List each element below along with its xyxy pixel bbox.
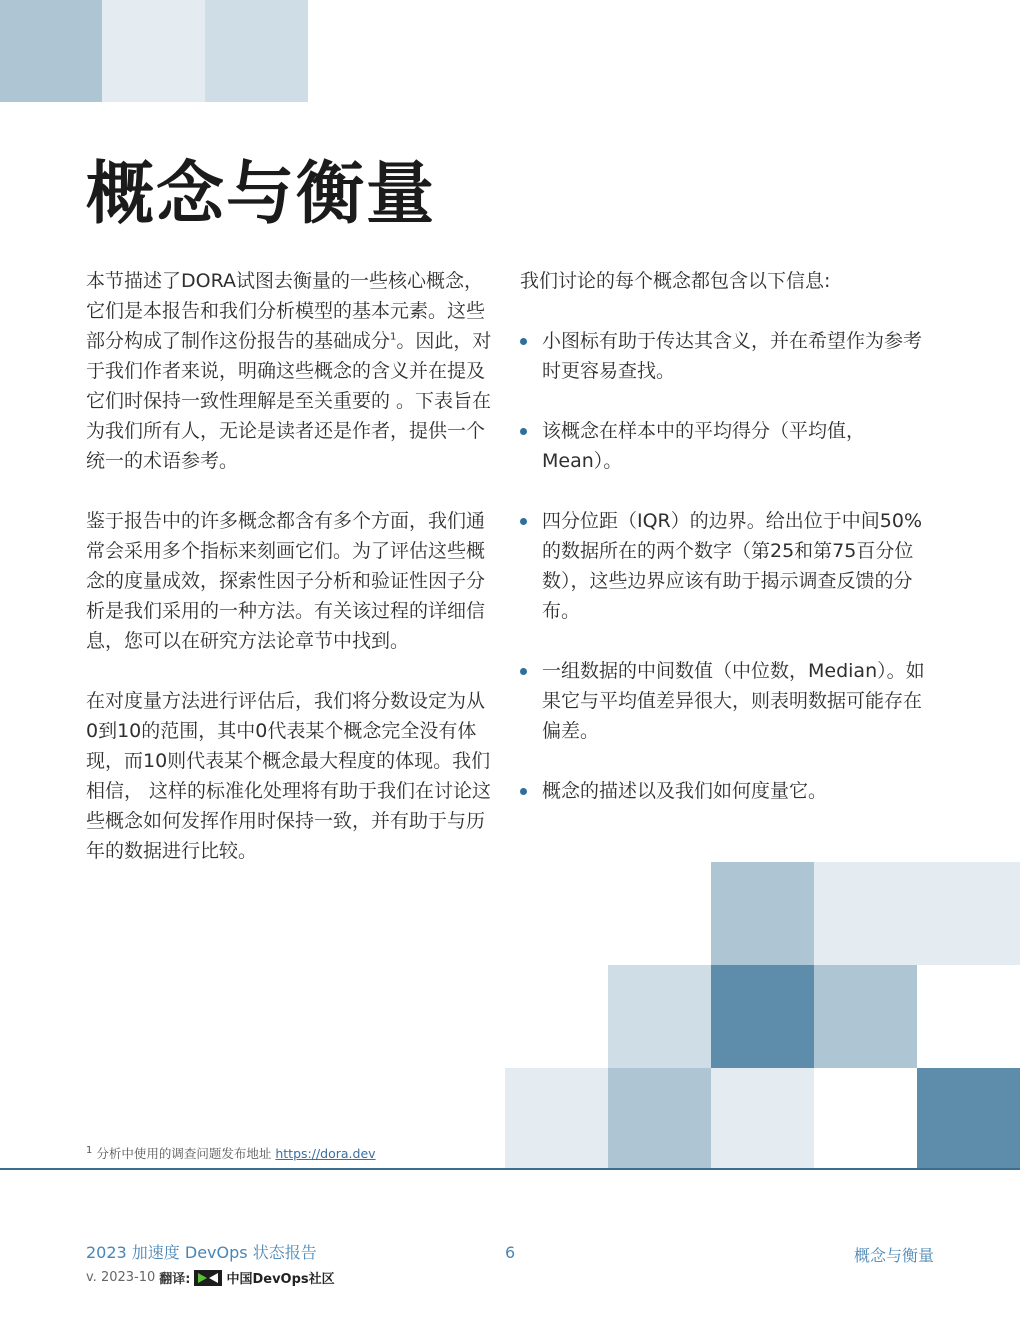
decor-block [814,862,917,965]
decor-block [205,0,308,102]
list-item [520,326,930,386]
list-item-text: 小图标有助于传达其含义，并在希望作为参考时更容易查找。 [542,330,923,382]
decor-block [814,965,917,1068]
decor-block [917,862,1020,965]
list-item [520,656,930,746]
list-item-text: 四分位距（IQR）的边界。给出位于中间50%的数据所在的两个数字（第25和第75百分位数），这些边界应该有助于揭示调查反馈的分布。 [542,510,922,622]
list-item-text: 该概念在样本中的平均得分（平均值，Mean）。 [542,420,866,472]
paragraph-text: 本节描述了DORA试图去衡量的一些核心概念，它们是本报告和我们分析模型的基本元素。这些部分构成了制作这份报告的基础成分 [86,270,486,352]
decor-block [102,0,205,102]
list-item [520,506,930,626]
left-column [86,266,496,896]
bullet-icon [520,338,527,345]
list-item-text: 概念的描述以及我们如何度量它。 [542,780,828,802]
section-name: 概念与衡量 [854,1246,935,1265]
bullet-icon [520,518,527,525]
bullet-icon [520,788,527,795]
report-title: 2023 加速度 DevOps 状态报告 [86,1243,317,1262]
list-item-text: 一组数据的中间数值（中位数，Median）。如果它与平均值差异很大，则表明数据可能存在偏差。 [542,660,925,742]
bullet-icon [520,428,527,435]
page-number: 6 [505,1243,516,1262]
paragraph: 在对度量方法进行评估后，我们将分数设定为从0到10的范围，其中0代表某个概念完全没有体现，而10则代表某个概念最大程度的体现。我们相信， 这样的标准化处理将有助于我们在讨论这些概念如何发挥作用时保持一致，并有助于与历年的数据进行比较。 [86,690,492,862]
footnote-ref: 1 [390,331,397,343]
decor-block [0,0,102,102]
decor-block [608,1068,711,1169]
version-line [86,1268,335,1287]
footnote-text: 分析中使用的调查问题发布地址 [96,1146,272,1161]
footnote-number: 1 [86,1144,93,1156]
logo-text: 中国DevOps社区 [226,1272,335,1287]
intro-text: 我们讨论的每个概念都包含以下信息: [520,270,831,292]
decor-block [711,862,814,965]
decor-block [505,1068,608,1169]
bullet-list [520,326,930,806]
paragraph: 鉴于报告中的许多概念都含有多个方面，我们通常会采用多个指标来刻画它们。为了评估这些概念的度量成效，探索性因子分析和验证性因子分析是我们采用的一种方法。有关该过程的详细信息，您可以在研究方法论章节中找到。 [86,510,486,652]
page-title: 概念与衡量 [86,155,437,234]
decor-block [608,965,711,1068]
divider [0,1168,1020,1170]
footnote-link[interactable]: https://dora.dev [275,1146,376,1161]
devops-community-logo-icon [194,1269,222,1287]
translator-label: 翻译: [159,1272,191,1287]
decor-block [917,1068,1020,1169]
list-item [520,416,930,476]
list-item [520,776,930,806]
bullet-icon [520,668,527,675]
decor-block [711,965,814,1068]
paragraph [86,266,496,476]
decor-block [711,1068,814,1169]
version-text: v. 2023-10 [86,1270,156,1285]
paragraph-text: 。因此，对于我们作者来说，明确这些概念的含义并在提及它们时保持一致性理解是至关重要的 。下表旨在为我们所有人，无论是读者还是作者，提供一个统一的术语参考。 [86,330,492,472]
right-column [520,266,930,836]
footnote [86,1144,376,1162]
